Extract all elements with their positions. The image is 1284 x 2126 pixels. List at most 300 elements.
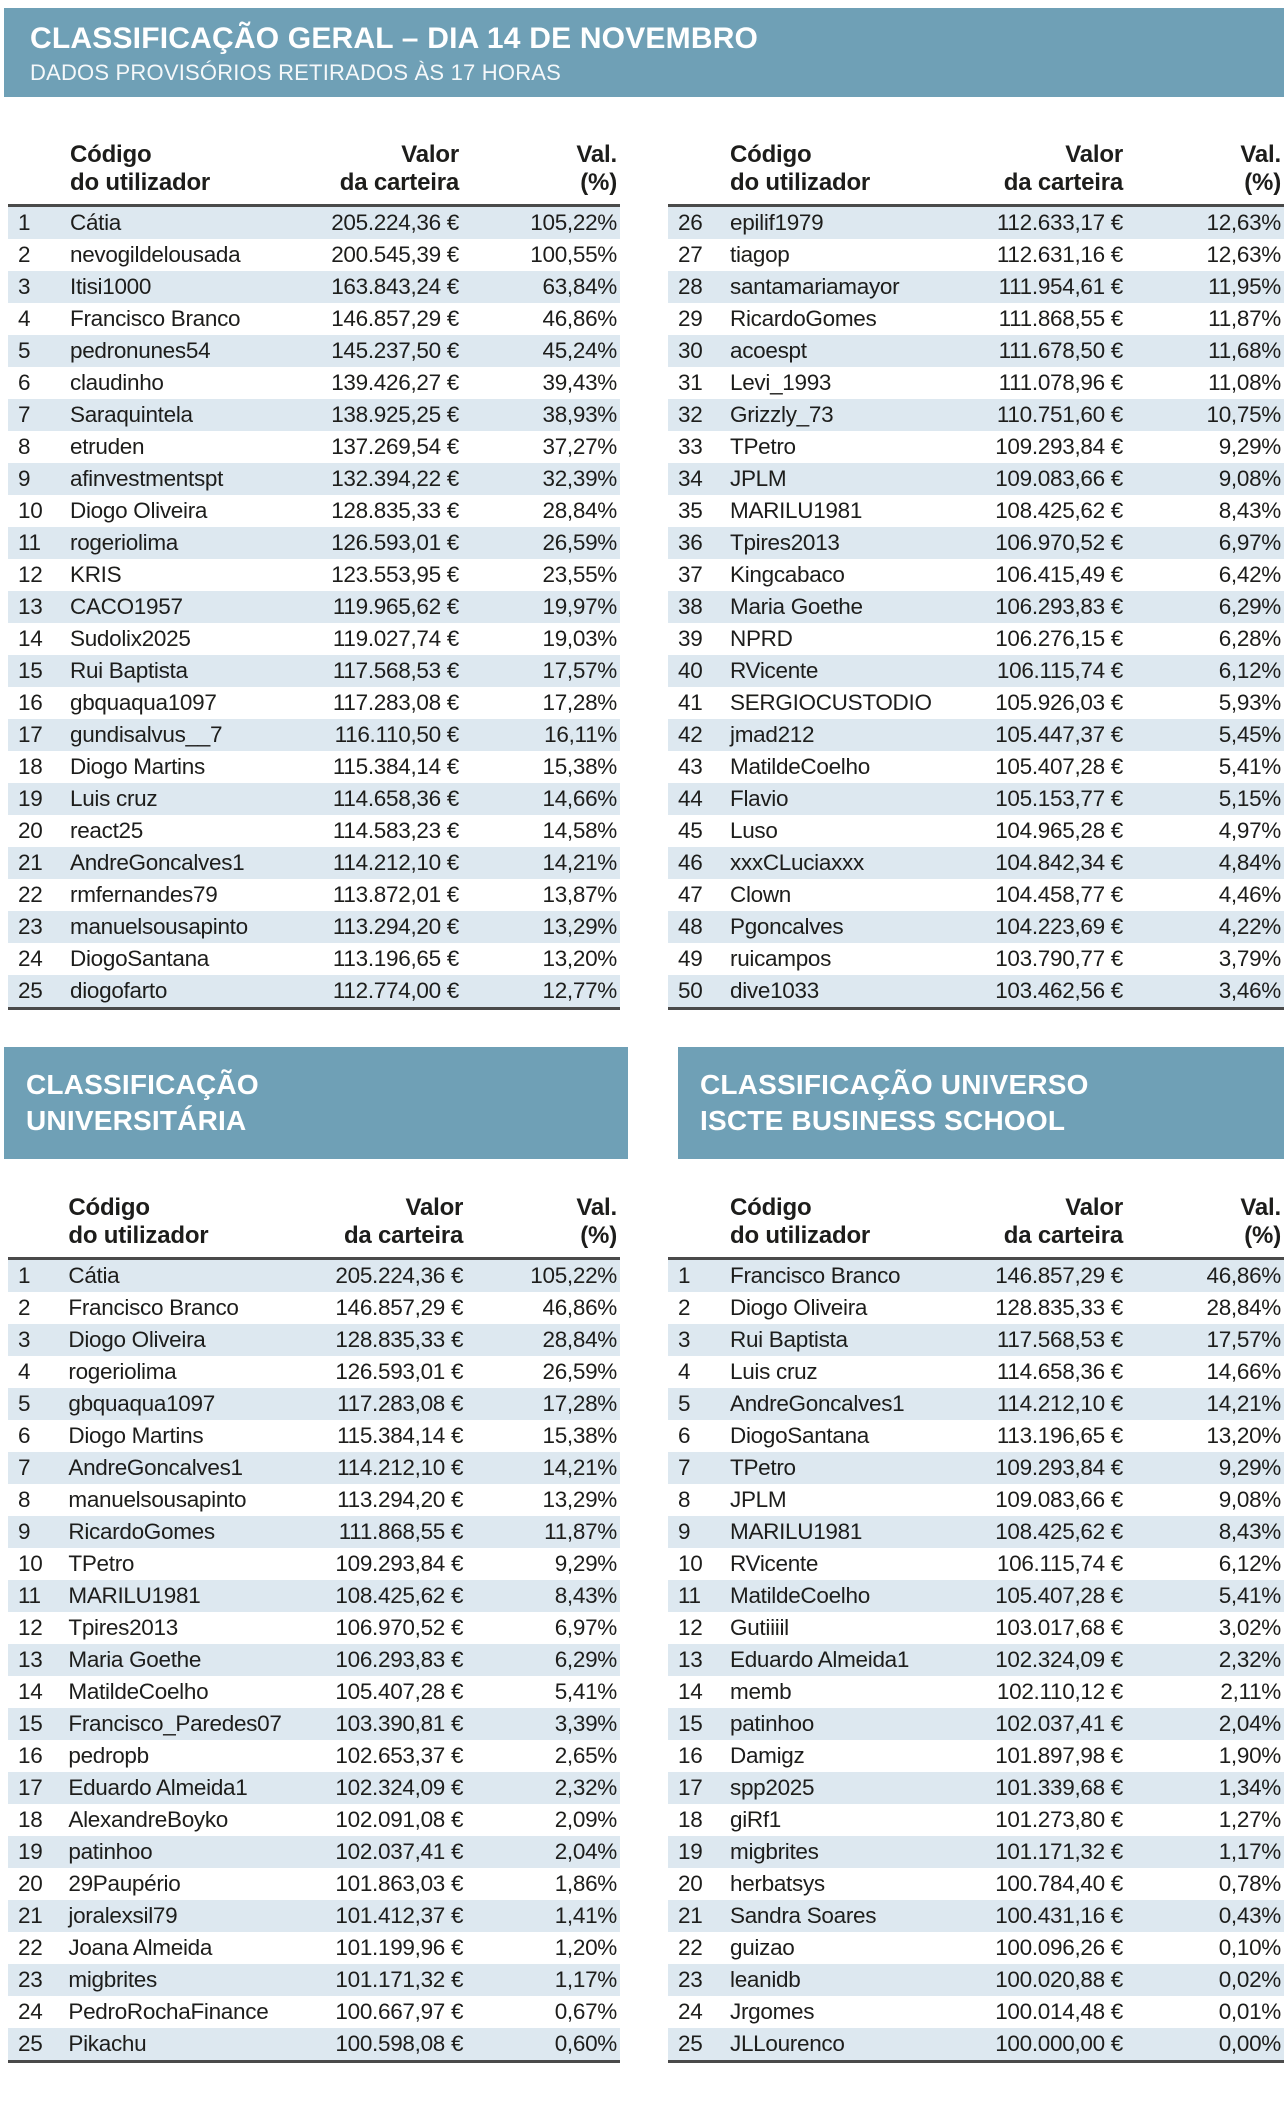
table-row xyxy=(668,1548,1284,1580)
value-column-header-line1: Valor xyxy=(1065,141,1123,168)
value-cell: 112.774,00 € xyxy=(332,978,459,1003)
value-cell: 119.965,62 € xyxy=(332,594,459,619)
table-row xyxy=(8,655,620,687)
table-row xyxy=(668,1516,1284,1548)
pct-cell: 5,93% xyxy=(1218,690,1281,715)
table-row xyxy=(8,495,620,527)
value-cell: 200.545,39 € xyxy=(331,242,459,267)
rank-cell: 34 xyxy=(678,466,703,491)
value-cell: 145.237,50 € xyxy=(331,338,459,363)
user-cell: joralexsil79 xyxy=(68,1903,178,1928)
rank-cell: 14 xyxy=(18,1679,43,1704)
pct-cell: 5,15% xyxy=(1218,786,1281,811)
value-column-header xyxy=(938,141,1123,206)
table-row xyxy=(8,239,620,271)
pct-cell: 0,10% xyxy=(1218,1935,1281,1960)
rank-cell: 18 xyxy=(678,1807,703,1832)
value-cell: 126.593,01 € xyxy=(335,1359,464,1384)
rank-cell: 25 xyxy=(18,2031,43,2056)
user-cell: Rui Baptista xyxy=(730,1327,848,1352)
user-column-header-line1: Código xyxy=(730,141,812,168)
table-row xyxy=(8,783,620,815)
user-cell: giRf1 xyxy=(730,1807,782,1832)
user-cell: Saraquintela xyxy=(70,402,193,427)
value-cell: 113.196,65 € xyxy=(332,946,459,971)
pct-cell: 46,86% xyxy=(1206,1263,1281,1288)
pct-cell: 3,39% xyxy=(554,1711,617,1736)
value-cell: 139.426,27 € xyxy=(331,370,459,395)
table-row xyxy=(8,559,620,591)
table-row xyxy=(668,687,1284,719)
user-cell: Damigz xyxy=(730,1743,805,1768)
pct-cell: 45,24% xyxy=(542,338,617,363)
user-cell: etruden xyxy=(70,434,145,459)
table-row xyxy=(668,1740,1284,1772)
pct-cell: 15,38% xyxy=(542,754,617,779)
rank-cell: 36 xyxy=(678,530,703,555)
pct-cell: 8,43% xyxy=(1218,498,1281,523)
table-row xyxy=(8,431,620,463)
user-cell: AlexandreBoyko xyxy=(68,1807,229,1832)
user-cell: Flavio xyxy=(730,786,789,811)
table-row xyxy=(668,591,1284,623)
table-header xyxy=(8,1194,620,1259)
pct-cell: 11,08% xyxy=(1208,370,1281,395)
value-cell: 101.339,68 € xyxy=(995,1775,1123,1800)
table-row xyxy=(668,783,1284,815)
value-cell: 109.083,66 € xyxy=(995,1487,1123,1512)
rank-cell: 49 xyxy=(678,946,703,971)
pct-cell: 11,87% xyxy=(544,1519,617,1544)
pct-cell: 17,57% xyxy=(1206,1327,1281,1352)
user-cell: SERGIOCUSTODIO xyxy=(730,690,932,715)
table-row xyxy=(8,1996,620,2028)
table-row xyxy=(8,399,620,431)
user-cell: Jrgomes xyxy=(730,1999,815,2024)
rank-cell: 16 xyxy=(18,690,43,715)
value-cell: 106.415,49 € xyxy=(995,562,1123,587)
value-cell: 126.593,01 € xyxy=(331,530,459,555)
user-cell: rogeriolima xyxy=(70,530,178,555)
pct-cell: 4,84% xyxy=(1218,850,1281,875)
rank-cell: 4 xyxy=(678,1359,691,1384)
rank-cell: 5 xyxy=(18,338,31,363)
value-cell: 100.000,00 € xyxy=(995,2031,1123,2056)
user-cell: JPLM xyxy=(730,466,787,491)
user-cell: react25 xyxy=(70,818,143,843)
pct-cell: 5,45% xyxy=(1218,722,1281,747)
user-cell: afinvestmentspt xyxy=(70,466,224,491)
value-cell: 146.857,29 € xyxy=(335,1295,464,1320)
value-cell: 100.096,26 € xyxy=(995,1935,1123,1960)
table-row xyxy=(668,495,1284,527)
table-row xyxy=(668,271,1284,303)
rank-cell: 17 xyxy=(18,1775,43,1800)
rank-cell: 40 xyxy=(678,658,703,683)
table-row xyxy=(668,1836,1284,1868)
table-row xyxy=(8,2028,620,2062)
value-cell: 117.283,08 € xyxy=(337,1391,464,1416)
rank-cell: 2 xyxy=(18,1295,31,1320)
user-column-header-line1: Código xyxy=(70,141,152,168)
user-cell: epilif1979 xyxy=(730,210,824,235)
value-cell: 101.273,80 € xyxy=(995,1807,1123,1832)
table-row xyxy=(668,1932,1284,1964)
table-row xyxy=(668,1804,1284,1836)
value-column-header-line2: da carteira xyxy=(343,1222,464,1249)
pct-cell: 12,63% xyxy=(1206,210,1281,235)
pct-cell: 14,21% xyxy=(542,850,617,875)
pct-cell: 46,86% xyxy=(542,306,617,331)
user-cell: Levi_1993 xyxy=(730,370,832,395)
rank-cell: 26 xyxy=(678,210,703,235)
value-cell: 119.027,74 € xyxy=(332,626,459,651)
value-cell: 101.171,32 € xyxy=(995,1839,1123,1864)
table-row xyxy=(668,943,1284,975)
pct-cell: 28,84% xyxy=(542,498,617,523)
pct-cell: 6,28% xyxy=(1218,626,1281,651)
pct-cell: 0,60% xyxy=(554,2031,617,2056)
rank-cell: 3 xyxy=(18,274,31,299)
rank-cell: 20 xyxy=(678,1871,703,1896)
table-row xyxy=(8,1259,620,1293)
rank-cell: 10 xyxy=(678,1551,703,1576)
user-cell: MARILU1981 xyxy=(730,498,863,523)
user-cell: CACO1957 xyxy=(70,594,183,619)
user-cell: ruicampos xyxy=(730,946,832,971)
table-row xyxy=(668,1259,1284,1293)
value-cell: 104.223,69 € xyxy=(995,914,1123,939)
user-cell: MatildeCoelho xyxy=(730,1583,870,1608)
value-cell: 105.407,28 € xyxy=(335,1679,464,1704)
user-cell: jmad212 xyxy=(730,722,815,747)
value-cell: 114.212,10 € xyxy=(332,850,459,875)
value-cell: 111.678,50 € xyxy=(998,338,1123,363)
user-cell: leanidb xyxy=(730,1967,801,1992)
value-cell: 109.083,66 € xyxy=(995,466,1123,491)
table-row xyxy=(668,655,1284,687)
table-header xyxy=(668,1194,1284,1259)
pct-cell: 8,43% xyxy=(554,1583,617,1608)
table-row xyxy=(8,1900,620,1932)
rank-cell: 16 xyxy=(678,1743,703,1768)
pct-cell: 17,57% xyxy=(542,658,617,683)
table-row xyxy=(668,1484,1284,1516)
rank-cell: 7 xyxy=(678,1455,691,1480)
pct-cell: 2,32% xyxy=(554,1775,617,1800)
rank-cell: 35 xyxy=(678,498,703,523)
value-cell: 106.115,74 € xyxy=(996,658,1123,683)
rank-cell: 38 xyxy=(678,594,703,619)
universitaria-title-line1: CLASSIFICAÇÃO xyxy=(26,1069,259,1100)
value-cell: 138.925,25 € xyxy=(331,402,459,427)
user-cell: Rui Baptista xyxy=(70,658,188,683)
user-cell: JLLourenco xyxy=(730,2031,845,2056)
table-row xyxy=(668,527,1284,559)
user-cell: rmfernandes79 xyxy=(70,882,218,907)
rank-column-header xyxy=(668,141,730,206)
pct-cell: 23,55% xyxy=(542,562,617,587)
user-cell: gbquaqua1097 xyxy=(68,1391,215,1416)
value-cell: 101.412,37 € xyxy=(335,1903,464,1928)
iscte-ranking-table xyxy=(668,1194,1284,2063)
pct-cell: 13,87% xyxy=(542,882,617,907)
table-row xyxy=(8,879,620,911)
pct-cell: 9,29% xyxy=(554,1551,617,1576)
value-cell: 106.293,83 € xyxy=(335,1647,464,1672)
table-row xyxy=(668,1420,1284,1452)
pct-column-header-line2: (%) xyxy=(1244,1222,1281,1249)
pct-column-header xyxy=(1123,141,1284,206)
pct-cell: 5,41% xyxy=(554,1679,617,1704)
user-cell: xxxCLuciaxxx xyxy=(730,850,864,875)
rank-cell: 15 xyxy=(18,1711,43,1736)
pct-cell: 1,27% xyxy=(1218,1807,1281,1832)
rank-cell: 8 xyxy=(678,1487,691,1512)
pct-column-header-line1: Val. xyxy=(576,141,617,168)
user-cell: Pikachu xyxy=(68,2031,147,2056)
table-row xyxy=(8,1836,620,1868)
value-cell: 106.276,15 € xyxy=(995,626,1123,651)
pct-cell: 38,93% xyxy=(542,402,617,427)
pct-column-header-line1: Val. xyxy=(1240,141,1281,168)
user-column-header-line1: Código xyxy=(68,1194,150,1221)
pct-cell: 100,55% xyxy=(530,242,617,267)
pct-column-header xyxy=(463,1194,620,1259)
user-cell: RicardoGomes xyxy=(730,306,877,331)
value-cell: 102.091,08 € xyxy=(335,1807,464,1832)
value-cell: 104.458,77 € xyxy=(995,882,1123,907)
pct-cell: 28,84% xyxy=(542,1327,617,1352)
rank-cell: 7 xyxy=(18,1455,31,1480)
iscte-title-line1: CLASSIFICAÇÃO UNIVERSO xyxy=(700,1069,1089,1100)
pct-cell: 2,04% xyxy=(554,1839,617,1864)
user-column-header xyxy=(730,141,938,206)
pct-cell: 105,22% xyxy=(530,210,617,235)
value-cell: 108.425,62 € xyxy=(335,1583,464,1608)
value-cell: 113.872,01 € xyxy=(332,882,459,907)
pct-cell: 9,29% xyxy=(1218,1455,1281,1480)
rank-cell: 14 xyxy=(18,626,43,651)
table-row xyxy=(668,1292,1284,1324)
value-cell: 114.212,10 € xyxy=(996,1391,1123,1416)
pct-cell: 6,12% xyxy=(1218,658,1281,683)
table-row xyxy=(8,1932,620,1964)
rank-cell: 45 xyxy=(678,818,703,843)
table-row xyxy=(668,1452,1284,1484)
table-row xyxy=(668,1644,1284,1676)
pct-cell: 11,87% xyxy=(1208,306,1281,331)
rank-cell: 21 xyxy=(678,1903,703,1928)
rank-cell: 13 xyxy=(678,1647,703,1672)
user-cell: KRIS xyxy=(70,562,122,587)
rank-cell: 15 xyxy=(678,1711,703,1736)
value-cell: 105.926,03 € xyxy=(995,690,1123,715)
pct-cell: 6,97% xyxy=(1218,530,1281,555)
user-cell: Kingcabaco xyxy=(730,562,845,587)
user-cell: pedropb xyxy=(68,1743,149,1768)
value-cell: 146.857,29 € xyxy=(995,1263,1123,1288)
user-cell: Cátia xyxy=(70,210,122,235)
value-cell: 106.970,52 € xyxy=(995,530,1123,555)
rank-cell: 43 xyxy=(678,754,703,779)
user-cell: Luis cruz xyxy=(70,786,158,811)
rank-cell: 22 xyxy=(18,882,43,907)
value-cell: 115.384,14 € xyxy=(337,1423,464,1448)
user-cell: Gutiiiil xyxy=(730,1615,789,1640)
pct-cell: 4,22% xyxy=(1218,914,1281,939)
table-row xyxy=(8,1452,620,1484)
value-cell: 128.835,33 € xyxy=(335,1327,464,1352)
pct-cell: 17,28% xyxy=(542,690,617,715)
pct-cell: 6,12% xyxy=(1218,1551,1281,1576)
table-row xyxy=(8,1708,620,1740)
rank-cell: 12 xyxy=(678,1615,703,1640)
rank-cell: 24 xyxy=(18,1999,43,2024)
user-cell: patinhoo xyxy=(730,1711,814,1736)
user-cell: Eduardo Almeida1 xyxy=(730,1647,910,1672)
value-cell: 105.407,28 € xyxy=(995,754,1123,779)
value-cell: 106.293,83 € xyxy=(995,594,1123,619)
value-cell: 163.843,24 € xyxy=(331,274,459,299)
user-column-header-line2: do utilizador xyxy=(68,1222,209,1249)
table-body xyxy=(668,1259,1284,2062)
user-cell: Maria Goethe xyxy=(730,594,863,619)
value-cell: 105.153,77 € xyxy=(995,786,1123,811)
user-cell: rogeriolima xyxy=(68,1359,177,1384)
pct-cell: 8,43% xyxy=(1218,1519,1281,1544)
table-row xyxy=(8,815,620,847)
table-row xyxy=(668,1900,1284,1932)
user-cell: Grizzly_73 xyxy=(730,402,834,427)
user-cell: Francisco Branco xyxy=(730,1263,901,1288)
rank-cell: 6 xyxy=(18,1423,31,1448)
table-row xyxy=(668,303,1284,335)
value-column-header-line2: da carteira xyxy=(339,169,459,196)
user-column-header xyxy=(70,141,274,206)
value-cell: 102.324,09 € xyxy=(995,1647,1123,1672)
user-cell: MARILU1981 xyxy=(68,1583,201,1608)
table-row xyxy=(668,975,1284,1009)
user-cell: Sudolix2025 xyxy=(70,626,191,651)
value-cell: 103.462,56 € xyxy=(995,978,1123,1003)
value-cell: 137.269,54 € xyxy=(331,434,459,459)
value-cell: 106.970,52 € xyxy=(335,1615,464,1640)
rank-cell: 19 xyxy=(18,786,43,811)
user-cell: patinhoo xyxy=(68,1839,153,1864)
table-row xyxy=(8,1964,620,1996)
value-cell: 113.196,65 € xyxy=(996,1423,1123,1448)
value-column-header-line1: Valor xyxy=(405,1194,464,1221)
value-column-header-line1: Valor xyxy=(1065,1194,1123,1221)
user-cell: Tpires2013 xyxy=(730,530,840,555)
pct-cell: 5,41% xyxy=(1218,754,1281,779)
universitaria-banner xyxy=(4,1047,628,1159)
pct-cell: 13,29% xyxy=(542,914,617,939)
table-row xyxy=(8,1484,620,1516)
table-row xyxy=(668,1324,1284,1356)
pct-cell: 1,90% xyxy=(1218,1743,1281,1768)
pct-cell: 1,17% xyxy=(554,1967,617,1992)
value-cell: 103.390,81 € xyxy=(335,1711,464,1736)
user-cell: claudinho xyxy=(70,370,164,395)
user-cell: Francisco Branco xyxy=(70,306,241,331)
table-row xyxy=(668,719,1284,751)
table-row xyxy=(8,463,620,495)
user-cell: DiogoSantana xyxy=(730,1423,870,1448)
table-row xyxy=(668,751,1284,783)
pct-cell: 11,68% xyxy=(1208,338,1281,363)
value-cell: 132.394,22 € xyxy=(331,466,459,491)
table-row xyxy=(668,911,1284,943)
rank-cell: 31 xyxy=(678,370,703,395)
pct-cell: 26,59% xyxy=(542,1359,617,1384)
table-row xyxy=(8,1580,620,1612)
user-cell: NPRD xyxy=(730,626,793,651)
iscte-title-line2: ISCTE BUSINESS SCHOOL xyxy=(700,1105,1066,1136)
value-cell: 112.631,16 € xyxy=(996,242,1123,267)
value-cell: 108.425,62 € xyxy=(995,1519,1123,1544)
pct-cell: 11,95% xyxy=(1208,274,1281,299)
value-cell: 104.965,28 € xyxy=(995,818,1123,843)
rank-cell: 29 xyxy=(678,306,703,331)
rank-cell: 1 xyxy=(678,1263,691,1288)
user-cell: AndreGoncalves1 xyxy=(70,850,245,875)
rank-cell: 15 xyxy=(18,658,43,683)
table-row xyxy=(8,1548,620,1580)
pct-cell: 17,28% xyxy=(542,1391,617,1416)
rank-cell: 23 xyxy=(18,1967,43,1992)
pct-cell: 39,43% xyxy=(542,370,617,395)
table-row xyxy=(8,1388,620,1420)
table-row xyxy=(668,1612,1284,1644)
table-header xyxy=(668,141,1284,206)
value-column-header xyxy=(282,1194,464,1259)
iscte-banner xyxy=(678,1047,1284,1159)
table-row xyxy=(668,431,1284,463)
pct-cell: 6,29% xyxy=(554,1647,617,1672)
value-cell: 109.293,84 € xyxy=(995,434,1123,459)
pct-cell: 0,78% xyxy=(1218,1871,1281,1896)
value-cell: 116.110,50 € xyxy=(334,722,459,747)
user-cell: MatildeCoelho xyxy=(730,754,870,779)
value-cell: 117.568,53 € xyxy=(996,1327,1123,1352)
rank-cell: 25 xyxy=(18,978,43,1003)
value-cell: 111.954,61 € xyxy=(998,274,1123,299)
value-cell: 101.897,98 € xyxy=(995,1743,1123,1768)
pct-cell: 3,02% xyxy=(1218,1615,1281,1640)
rank-cell: 48 xyxy=(678,914,703,939)
rank-cell: 37 xyxy=(678,562,703,587)
universitaria-title-line2: UNIVERSITÁRIA xyxy=(26,1105,247,1136)
value-cell: 104.842,34 € xyxy=(995,850,1123,875)
rank-cell: 2 xyxy=(678,1295,691,1320)
user-cell: DiogoSantana xyxy=(70,946,210,971)
rank-cell: 21 xyxy=(18,850,43,875)
rank-cell: 5 xyxy=(18,1391,31,1416)
value-cell: 101.863,03 € xyxy=(335,1871,464,1896)
value-cell: 105.407,28 € xyxy=(995,1583,1123,1608)
user-cell: herbatsys xyxy=(730,1871,825,1896)
pct-cell: 3,46% xyxy=(1218,978,1281,1003)
user-cell: spp2025 xyxy=(730,1775,815,1800)
pct-cell: 0,00% xyxy=(1218,2031,1281,2056)
pct-cell: 9,08% xyxy=(1218,466,1281,491)
table-row xyxy=(8,1516,620,1548)
value-column-header xyxy=(274,141,459,206)
rank-cell: 30 xyxy=(678,338,703,363)
rank-cell: 4 xyxy=(18,1359,31,1384)
